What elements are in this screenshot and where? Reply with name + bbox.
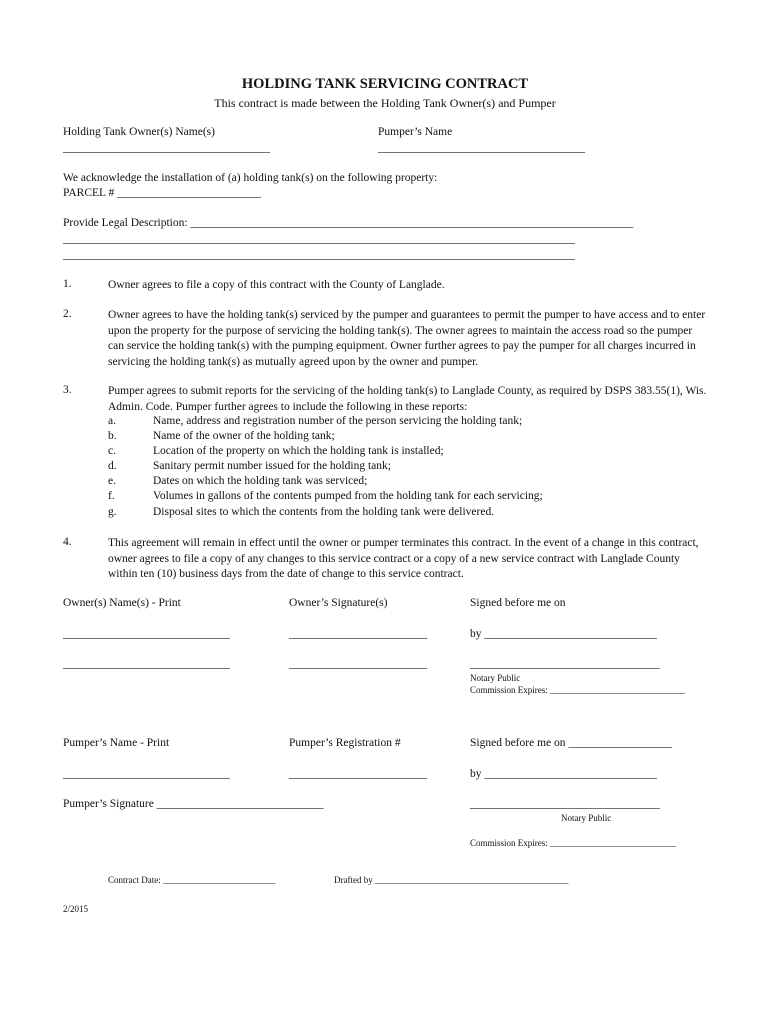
legal-description-line[interactable]: _________________________________________________________________________________________ — [63, 249, 575, 261]
report-item-text: Volumes in gallons of the contents pumped from the holding tank for each servicing; — [153, 490, 543, 502]
owner-signed-before-label: Signed before me on — [470, 597, 566, 609]
pumper-print-line[interactable]: _____________________________ — [63, 768, 230, 780]
report-item-letter: c. — [108, 445, 116, 457]
pumper-registration-line[interactable]: ________________________ — [289, 768, 427, 780]
report-item-text: Disposal sites to which the contents from the holding tank were delivered. — [153, 506, 495, 518]
drafted-by-field[interactable]: Drafted by ___________________________________________ — [334, 875, 569, 885]
pumper-name-line[interactable]: ____________________________________ — [378, 142, 585, 154]
legal-description-line[interactable]: _________________________________________________________________________________________ — [63, 233, 575, 245]
report-item-letter: g. — [108, 506, 117, 518]
owner-notary-public-label: Notary Public — [470, 673, 521, 683]
clause-text: Owner agrees to have the holding tank(s) serviced by the pumper and guarantees to permit the pumper to have access and to enter upon the property for the purpose of servicing the holding tank(s). The owner agrees to maintain the access road so the pumper can service the holding tank(s) with the pumping equipment. Owner further agrees to pay the pumper for all charges incurred in servicing the holding tank(s) as mutually agreed upon by the owner and pumper. — [108, 309, 706, 368]
contract-title: HOLDING TANK SERVICING CONTRACT — [241, 76, 529, 92]
clause-text: Pumper agrees to submit reports for the servicing of the holding tank(s) to Langlade County, as required by DSPS 383.55(1), Wis. Admin. Code. Pumper further agrees to include the following in these reports: — [108, 385, 707, 413]
clause-text: Owner agrees to file a copy of this contract with the County of Langlade. — [108, 279, 445, 291]
owner-print-label: Owner(s) Name(s) - Print — [63, 597, 181, 609]
revision-date: 2/2015 — [63, 904, 89, 914]
pumper-signature-field[interactable]: Pumper’s Signature _____________________________ — [63, 798, 324, 810]
owner-name-line[interactable]: ____________________________________ — [63, 142, 270, 154]
pumper-name-label: Pumper’s Name — [378, 126, 453, 138]
report-item-letter: d. — [108, 460, 117, 472]
pumper-signed-before-field[interactable]: Signed before me on __________________ — [470, 737, 672, 749]
pumper-notary-line[interactable]: _________________________________ — [470, 798, 660, 810]
pumper-by-line[interactable]: by ______________________________ — [470, 768, 657, 780]
pumper-registration-label: Pumper’s Registration # — [289, 737, 401, 749]
report-item-letter: b. — [108, 430, 117, 442]
report-item-text: Name of the owner of the holding tank; — [153, 430, 335, 442]
owner-signature-line[interactable]: ________________________ — [289, 628, 427, 640]
pumper-notary-public-label: Notary Public — [561, 813, 612, 823]
report-item-text: Dates on which the holding tank was serviced; — [153, 475, 368, 487]
pumper-print-label: Pumper’s Name - Print — [63, 737, 170, 749]
report-item-letter: a. — [108, 415, 116, 427]
clause-text: This agreement will remain in effect until the owner or pumper terminates this contract. In the event of a change in this contract, owner agrees to file a copy of any changes to this service contract or a copy of a new service contract with Langlade County within ten (10) business days from the date of change to this service contract. — [108, 537, 699, 580]
owner-print-line[interactable]: _____________________________ — [63, 658, 230, 670]
clause-number: 4. — [63, 536, 72, 548]
owner-by-line[interactable]: by ______________________________ — [470, 628, 657, 640]
report-item-text: Sanitary permit number issued for the holding tank; — [153, 460, 391, 472]
owner-signature-line[interactable]: ________________________ — [289, 658, 427, 670]
legal-description-field[interactable]: Provide Legal Description: _____________________________________________________________________________ — [63, 217, 634, 229]
pumper-commission-expires[interactable]: Commission Expires: ____________________________ — [470, 838, 677, 848]
owner-commission-expires[interactable]: Commission Expires: ______________________________ — [470, 685, 686, 695]
clause-number: 2. — [63, 308, 72, 320]
report-item-text: Name, address and registration number of the person servicing the holding tank; — [153, 415, 523, 427]
report-item-text: Location of the property on which the holding tank is installed; — [153, 445, 444, 457]
report-item-letter: f. — [108, 490, 115, 502]
owner-print-line[interactable]: _____________________________ — [63, 628, 230, 640]
owner-notary-line[interactable]: _________________________________ — [470, 658, 660, 670]
clause-number: 3. — [63, 384, 72, 396]
owner-signature-label: Owner’s Signature(s) — [289, 597, 388, 609]
parcel-field[interactable]: PARCEL # _________________________ — [63, 187, 261, 199]
acknowledge-text: We acknowledge the installation of (a) holding tank(s) on the following property: — [63, 172, 438, 184]
contract-date-field[interactable]: Contract Date: _________________________ — [108, 875, 276, 885]
clause-number: 1. — [63, 278, 72, 290]
contract-subtitle: This contract is made between the Holding Tank Owner(s) and Pumper — [214, 96, 556, 110]
owner-name-label: Holding Tank Owner(s) Name(s) — [63, 126, 215, 138]
report-item-letter: e. — [108, 475, 116, 487]
